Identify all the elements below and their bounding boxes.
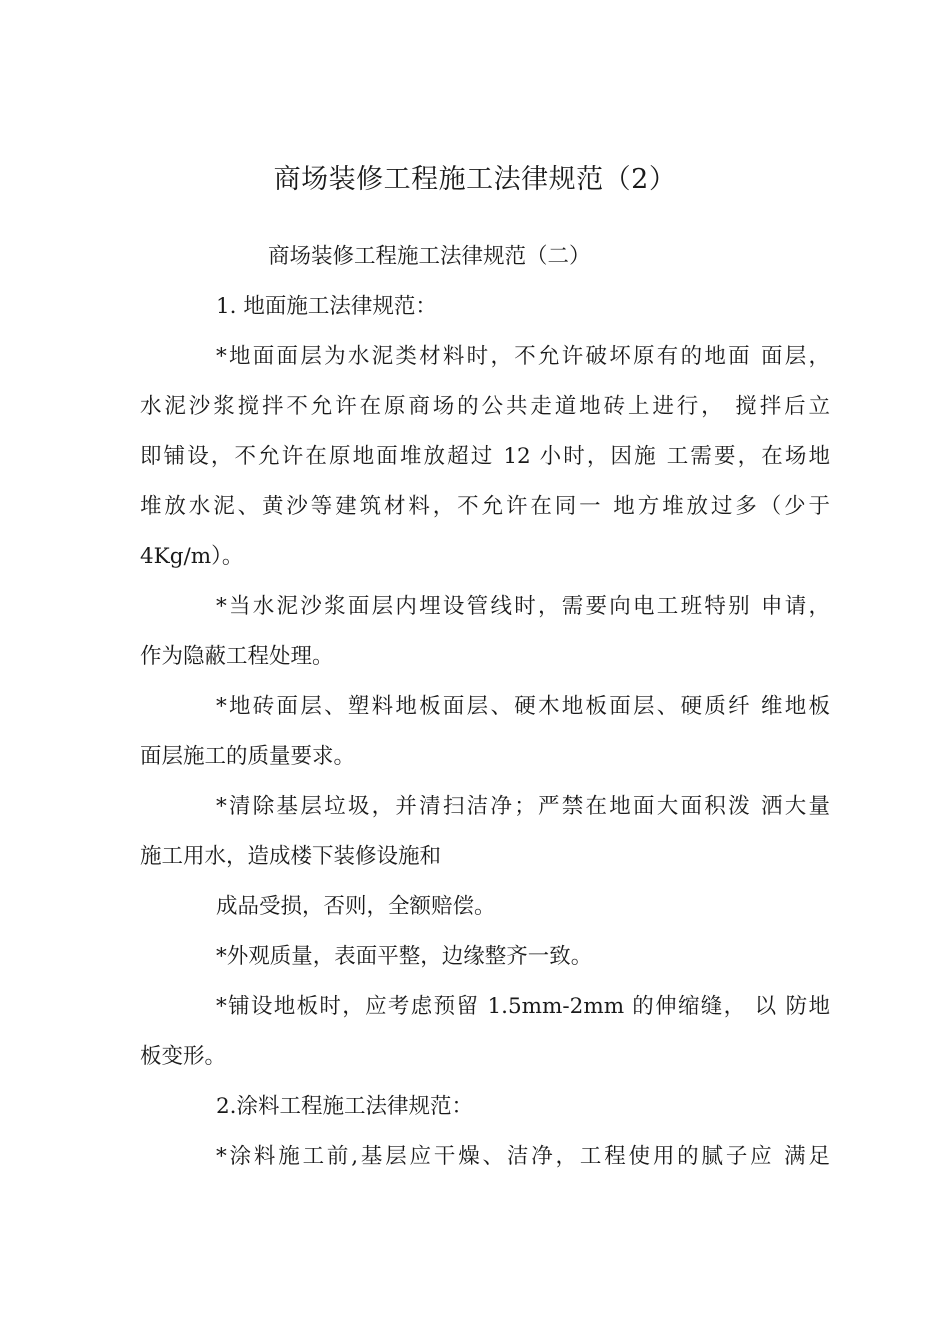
paragraph [140, 582, 830, 682]
paragraph-line: *地砖面层、塑料地板面层、硬木地板面层、硬质纤 维地板 [216, 694, 830, 719]
paragraph-line: *地面面层为水泥类材料时，不允许破坏原有的地面 面层， [216, 344, 830, 369]
paragraph-line: 水泥沙浆搅拌不允许在原商场的公共走道地砖上进行， 搅拌后立 [140, 394, 830, 419]
paragraph-line: *外观质量，表面平整，边缘整齐一致。 [216, 944, 593, 969]
paragraph-line: *涂料施工前,基层应干燥、洁净，工程使用的腻子应 满足 [216, 1144, 830, 1169]
paragraph-line: 板变形。 [140, 1044, 227, 1069]
paragraph-line: *清除基层垃圾，并清扫洁净；严禁在地面大面积泼 洒大量 [216, 794, 830, 819]
paragraph-line: 4Kg/m）。 [140, 544, 244, 569]
paragraph [140, 782, 830, 882]
paragraph-line: 即铺设，不允许在原地面堆放超过 12 小时，因施 工需要，在场地 [140, 444, 830, 469]
paragraph-line: 面层施工的质量要求。 [140, 744, 356, 769]
paragraph-line: 堆放水泥、黄沙等建筑材料，不允许在同一 地方堆放过多（少于 [140, 494, 830, 519]
document-subtitle: 商场装修工程施工法律规范（二） [268, 244, 591, 269]
document-body [140, 232, 830, 1182]
paragraph-line: 施工用水，造成楼下装修设施和 [140, 844, 442, 869]
section-heading-1: 1. 地面施工法律规范： [216, 294, 437, 319]
paragraph [140, 1132, 830, 1182]
paragraph [140, 932, 830, 982]
paragraph-line: *铺设地板时，应考虑预留 1.5mm-2mm 的伸缩缝， 以 防地 [216, 994, 830, 1019]
paragraph-line: *当水泥沙浆面层内埋设管线时，需要向电工班特别 申请， [216, 594, 830, 619]
section-heading-2: 2.涂料工程施工法律规范： [216, 1094, 474, 1119]
paragraph-line: 成品受损，否则，全额赔偿。 [216, 894, 496, 919]
paragraph [140, 982, 830, 1082]
paragraph [140, 882, 830, 932]
paragraph [140, 332, 830, 582]
document-title: 商场装修工程施工法律规范（2） [273, 164, 677, 195]
paragraph [140, 682, 830, 782]
paragraph-line: 作为隐蔽工程处理。 [140, 644, 334, 669]
